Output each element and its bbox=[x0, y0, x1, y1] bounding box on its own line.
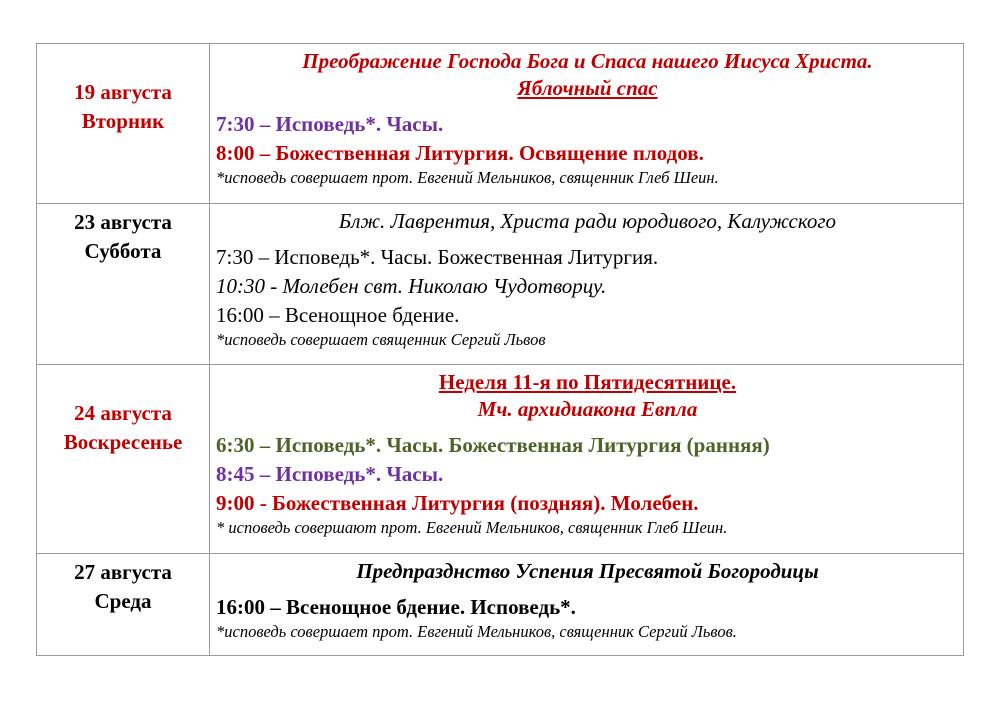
service-line: 10:30 - Молебен свт. Николаю Чудотворцу. bbox=[216, 274, 607, 298]
feast-subtitle: Яблочный спас bbox=[517, 76, 658, 100]
schedule-row bbox=[37, 554, 964, 656]
date-cell bbox=[37, 554, 210, 656]
feast-subtitle: Мч. архидиакона Евпла bbox=[477, 397, 698, 421]
weekday-label: Суббота bbox=[84, 239, 162, 263]
event-cell bbox=[210, 554, 964, 656]
confession-note: *исповедь совершает священник Сергий Львов bbox=[216, 330, 546, 349]
event-cell bbox=[210, 204, 964, 365]
service-line: 6:30 – Исповедь*. Часы. Божественная Литургия (ранняя) bbox=[216, 433, 770, 457]
date-label: 27 августа bbox=[74, 560, 172, 584]
weekday-label: Среда bbox=[94, 589, 152, 613]
confession-note: *исповедь совершает прот. Евгений Мельников, священник Сергий Львов. bbox=[216, 622, 737, 641]
feast-title: Неделя 11-я по Пятидесятнице. bbox=[438, 370, 737, 394]
schedule-row bbox=[37, 204, 964, 365]
schedule-row bbox=[37, 365, 964, 554]
confession-note: *исповедь совершает прот. Евгений Мельников, священник Глеб Шеин. bbox=[216, 168, 719, 187]
confession-note: * исповедь совершают прот. Евгений Мельников, священник Глеб Шеин. bbox=[216, 518, 728, 537]
service-line: 16:00 – Всенощное бдение. bbox=[216, 303, 460, 327]
weekday-label: Воскресенье bbox=[63, 430, 183, 454]
date-cell bbox=[37, 44, 210, 204]
feast-title: Предпразднство Успения Пресвятой Богородицы bbox=[356, 559, 819, 583]
service-line: 7:30 – Исповедь*. Часы. bbox=[216, 112, 444, 136]
service-line: 8:45 – Исповедь*. Часы. bbox=[216, 462, 444, 486]
date-cell bbox=[37, 204, 210, 365]
schedule-table bbox=[36, 43, 964, 656]
event-cell bbox=[210, 44, 964, 204]
feast-title: Блж. Лаврентия, Христа ради юродивого, Калужского bbox=[338, 209, 837, 233]
date-label: 24 августа bbox=[74, 401, 172, 425]
service-line: 16:00 – Всенощное бдение. Исповедь*. bbox=[216, 595, 576, 619]
weekday-label: Вторник bbox=[81, 109, 165, 133]
schedule-row bbox=[37, 44, 964, 204]
date-label: 19 августа bbox=[74, 80, 172, 104]
date-cell bbox=[37, 365, 210, 554]
service-line: 9:00 - Божественная Литургия (поздняя). Молебен. bbox=[216, 491, 699, 515]
event-cell bbox=[210, 365, 964, 554]
date-label: 23 августа bbox=[74, 210, 172, 234]
feast-title: Преображение Господа Бога и Спаса нашего Иисуса Христа. bbox=[302, 49, 873, 73]
service-line: 8:00 – Божественная Литургия. Освящение плодов. bbox=[216, 141, 704, 165]
service-line: 7:30 – Исповедь*. Часы. Божественная Литургия. bbox=[216, 245, 659, 269]
